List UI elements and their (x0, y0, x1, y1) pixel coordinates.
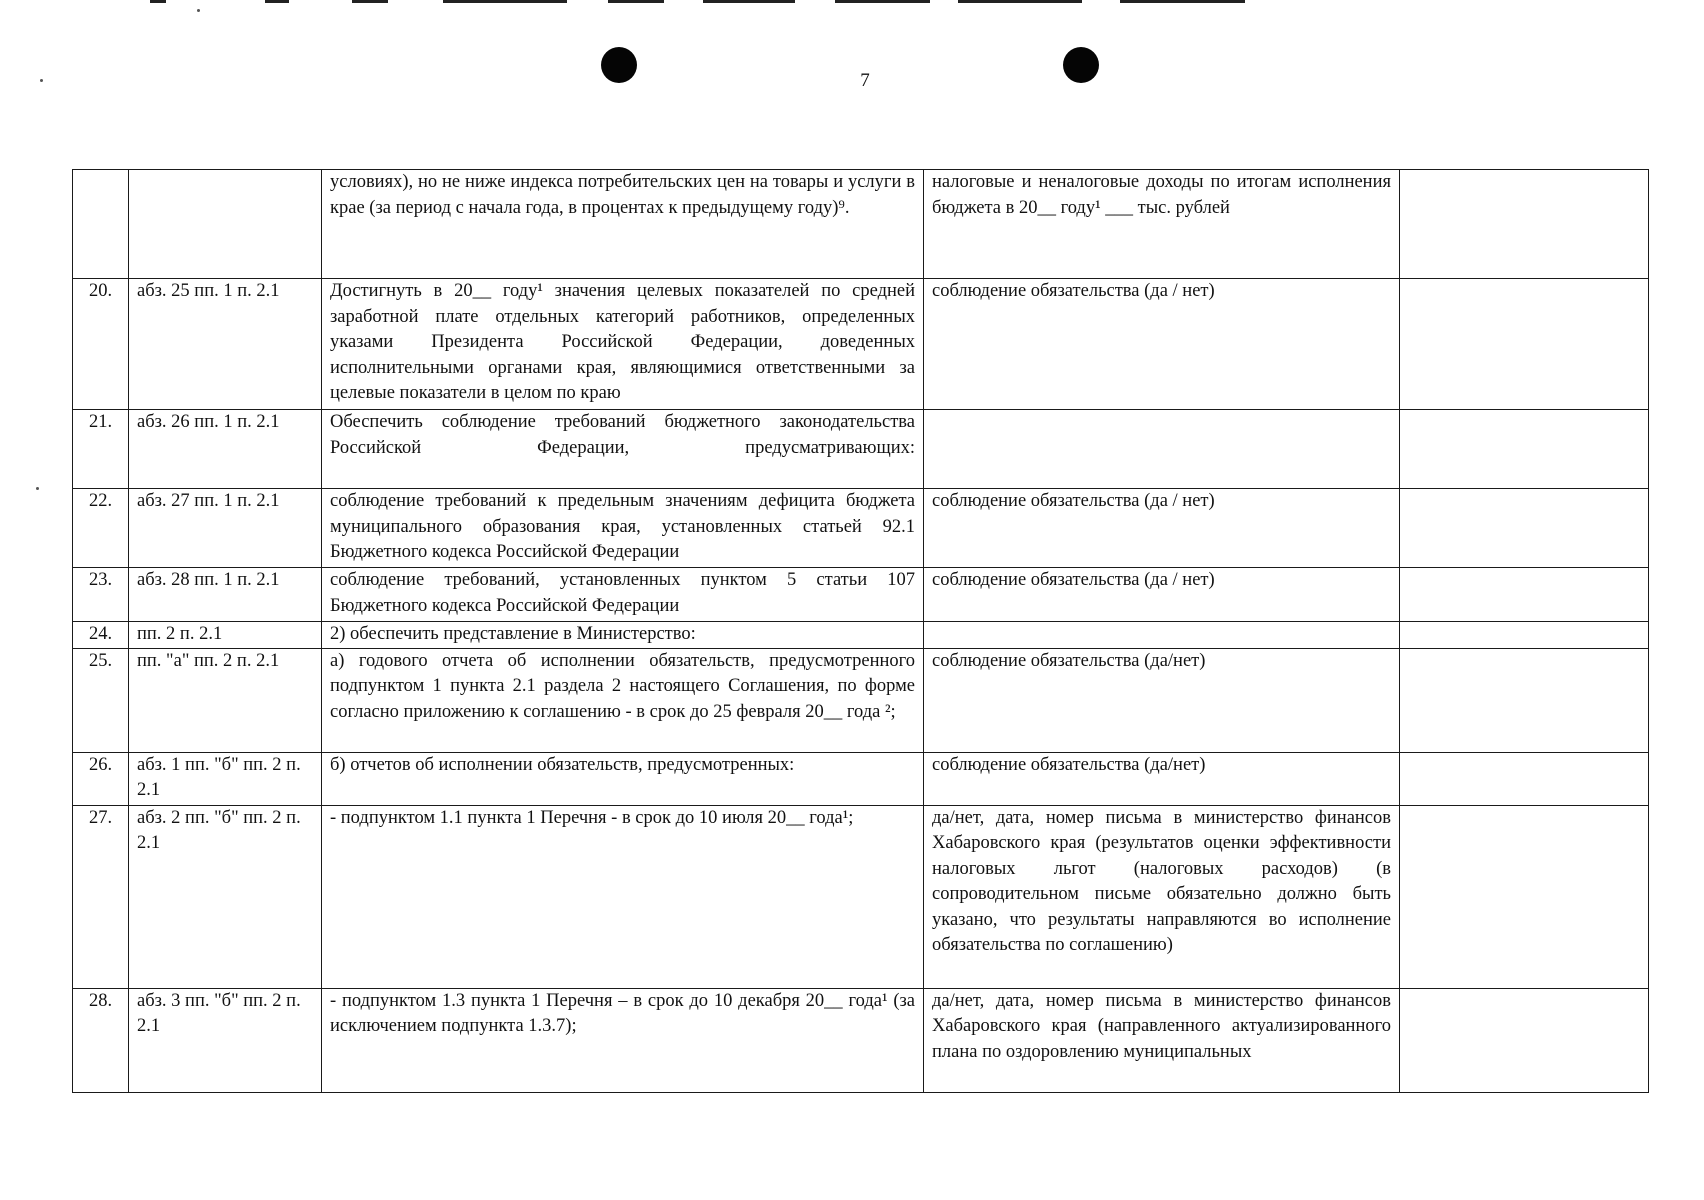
row-reference: абз. 1 пп. "б" пп. 2 п. 2.1 (129, 752, 322, 805)
row-reference: абз. 25 пп. 1 п. 2.1 (129, 279, 322, 410)
row-number: 26. (73, 752, 129, 805)
table-row (73, 805, 1649, 988)
row-reference: пп. 2 п. 2.1 (129, 622, 322, 649)
row-indicator (924, 410, 1400, 489)
row-value (1400, 170, 1649, 279)
punch-hole-right (1063, 47, 1099, 83)
edge-mark (1120, 0, 1245, 3)
row-number: 23. (73, 568, 129, 622)
row-obligation: соблюдение требований, установленных пунктом 5 статьи 107 Бюджетного кодекса Российской Федерации (322, 568, 924, 622)
row-obligation: Обеспечить соблюдение требований бюджетного законодательства Российской Федерации, предусматривающих: (322, 410, 924, 489)
row-indicator (924, 622, 1400, 649)
row-value (1400, 752, 1649, 805)
edge-mark (265, 0, 289, 3)
row-obligation: - подпунктом 1.3 пункта 1 Перечня – в срок до 10 декабря 20__ года¹ (за исключением подпункта 1.3.7); (322, 988, 924, 1092)
row-value (1400, 279, 1649, 410)
obligations-table (72, 169, 1649, 1093)
row-indicator: соблюдение обязательства (да/нет) (924, 648, 1400, 752)
row-number: 21. (73, 410, 129, 489)
row-obligation: - подпунктом 1.1 пункта 1 Перечня - в срок до 10 июля 20__ года¹; (322, 805, 924, 988)
table-row (73, 568, 1649, 622)
row-value (1400, 648, 1649, 752)
row-value (1400, 410, 1649, 489)
row-value (1400, 805, 1649, 988)
table-row (73, 648, 1649, 752)
row-value (1400, 622, 1649, 649)
row-indicator: налоговые и неналоговые доходы по итогам исполнения бюджета в 20__ году¹ ___ тыс. рублей (924, 170, 1400, 279)
edge-mark (958, 0, 1082, 3)
row-value (1400, 568, 1649, 622)
row-number: 24. (73, 622, 129, 649)
table-row (73, 170, 1649, 279)
edge-mark (150, 0, 166, 3)
scan-speck (197, 9, 200, 12)
row-reference: абз. 2 пп. "б" пп. 2 п. 2.1 (129, 805, 322, 988)
row-reference: абз. 26 пп. 1 п. 2.1 (129, 410, 322, 489)
row-number: 28. (73, 988, 129, 1092)
row-indicator: соблюдение обязательства (да / нет) (924, 489, 1400, 568)
table-row (73, 489, 1649, 568)
row-obligation: б) отчетов об исполнении обязательств, предусмотренных: (322, 752, 924, 805)
row-number: 25. (73, 648, 129, 752)
row-reference: абз. 3 пп. "б" пп. 2 п. 2.1 (129, 988, 322, 1092)
row-obligation: соблюдение требований к предельным значениям дефицита бюджета муниципального образования края, установленных статьей 92.1 Бюджетного кодекса Российской Федерации (322, 489, 924, 568)
edge-mark (703, 0, 795, 3)
row-indicator: соблюдение обязательства (да / нет) (924, 279, 1400, 410)
row-number (73, 170, 129, 279)
row-value (1400, 988, 1649, 1092)
table-row (73, 752, 1649, 805)
row-obligation: условиях), но не ниже индекса потребительских цен на товары и услуги в крае (за период с начала года, в процентах к предыдущему году)⁹. (322, 170, 924, 279)
row-obligation: а) годового отчета об исполнении обязательств, предусмотренного подпунктом 1 пункта 2.1 раздела 2 настоящего Соглашения, по форме согласно приложению к соглашению - в срок до 25 февраля 20__ года ²; (322, 648, 924, 752)
row-number: 27. (73, 805, 129, 988)
row-reference: абз. 27 пп. 1 п. 2.1 (129, 489, 322, 568)
row-indicator: да/нет, дата, номер письма в министерство финансов Хабаровского края (результатов оценки эффективности налоговых льгот (налоговых расходов) (в сопроводительном письме обязательно должно быть указано, что результаты направляются во исполнение обязательства по соглашению) (924, 805, 1400, 988)
edge-mark (443, 0, 567, 3)
scan-speck (40, 79, 43, 82)
table-row (73, 622, 1649, 649)
row-value (1400, 489, 1649, 568)
punch-hole-left (601, 47, 637, 83)
table-row (73, 988, 1649, 1092)
row-obligation: 2) обеспечить представление в Министерство: (322, 622, 924, 649)
row-indicator: соблюдение обязательства (да/нет) (924, 752, 1400, 805)
scan-speck (36, 487, 39, 490)
edge-mark (608, 0, 664, 3)
row-reference (129, 170, 322, 279)
row-obligation: Достигнуть в 20__ году¹ значения целевых показателей по средней заработной плате отдельных категорий работников, определенных указами Президента Российской Федерации, доведенных исполнительными органами края, являющимися ответственными за целевые показатели в целом по краю (322, 279, 924, 410)
row-reference: абз. 28 пп. 1 п. 2.1 (129, 568, 322, 622)
table-row (73, 410, 1649, 489)
edge-mark (352, 0, 388, 3)
page-number: 7 (860, 70, 870, 91)
row-number: 20. (73, 279, 129, 410)
row-reference: пп. "а" пп. 2 п. 2.1 (129, 648, 322, 752)
top-edge-marks (0, 0, 1704, 12)
row-indicator: да/нет, дата, номер письма в министерство финансов Хабаровского края (направленного актуализированного плана по оздоровлению муниципальных (924, 988, 1400, 1092)
row-number: 22. (73, 489, 129, 568)
table-row (73, 279, 1649, 410)
row-indicator: соблюдение обязательства (да / нет) (924, 568, 1400, 622)
edge-mark (835, 0, 930, 3)
